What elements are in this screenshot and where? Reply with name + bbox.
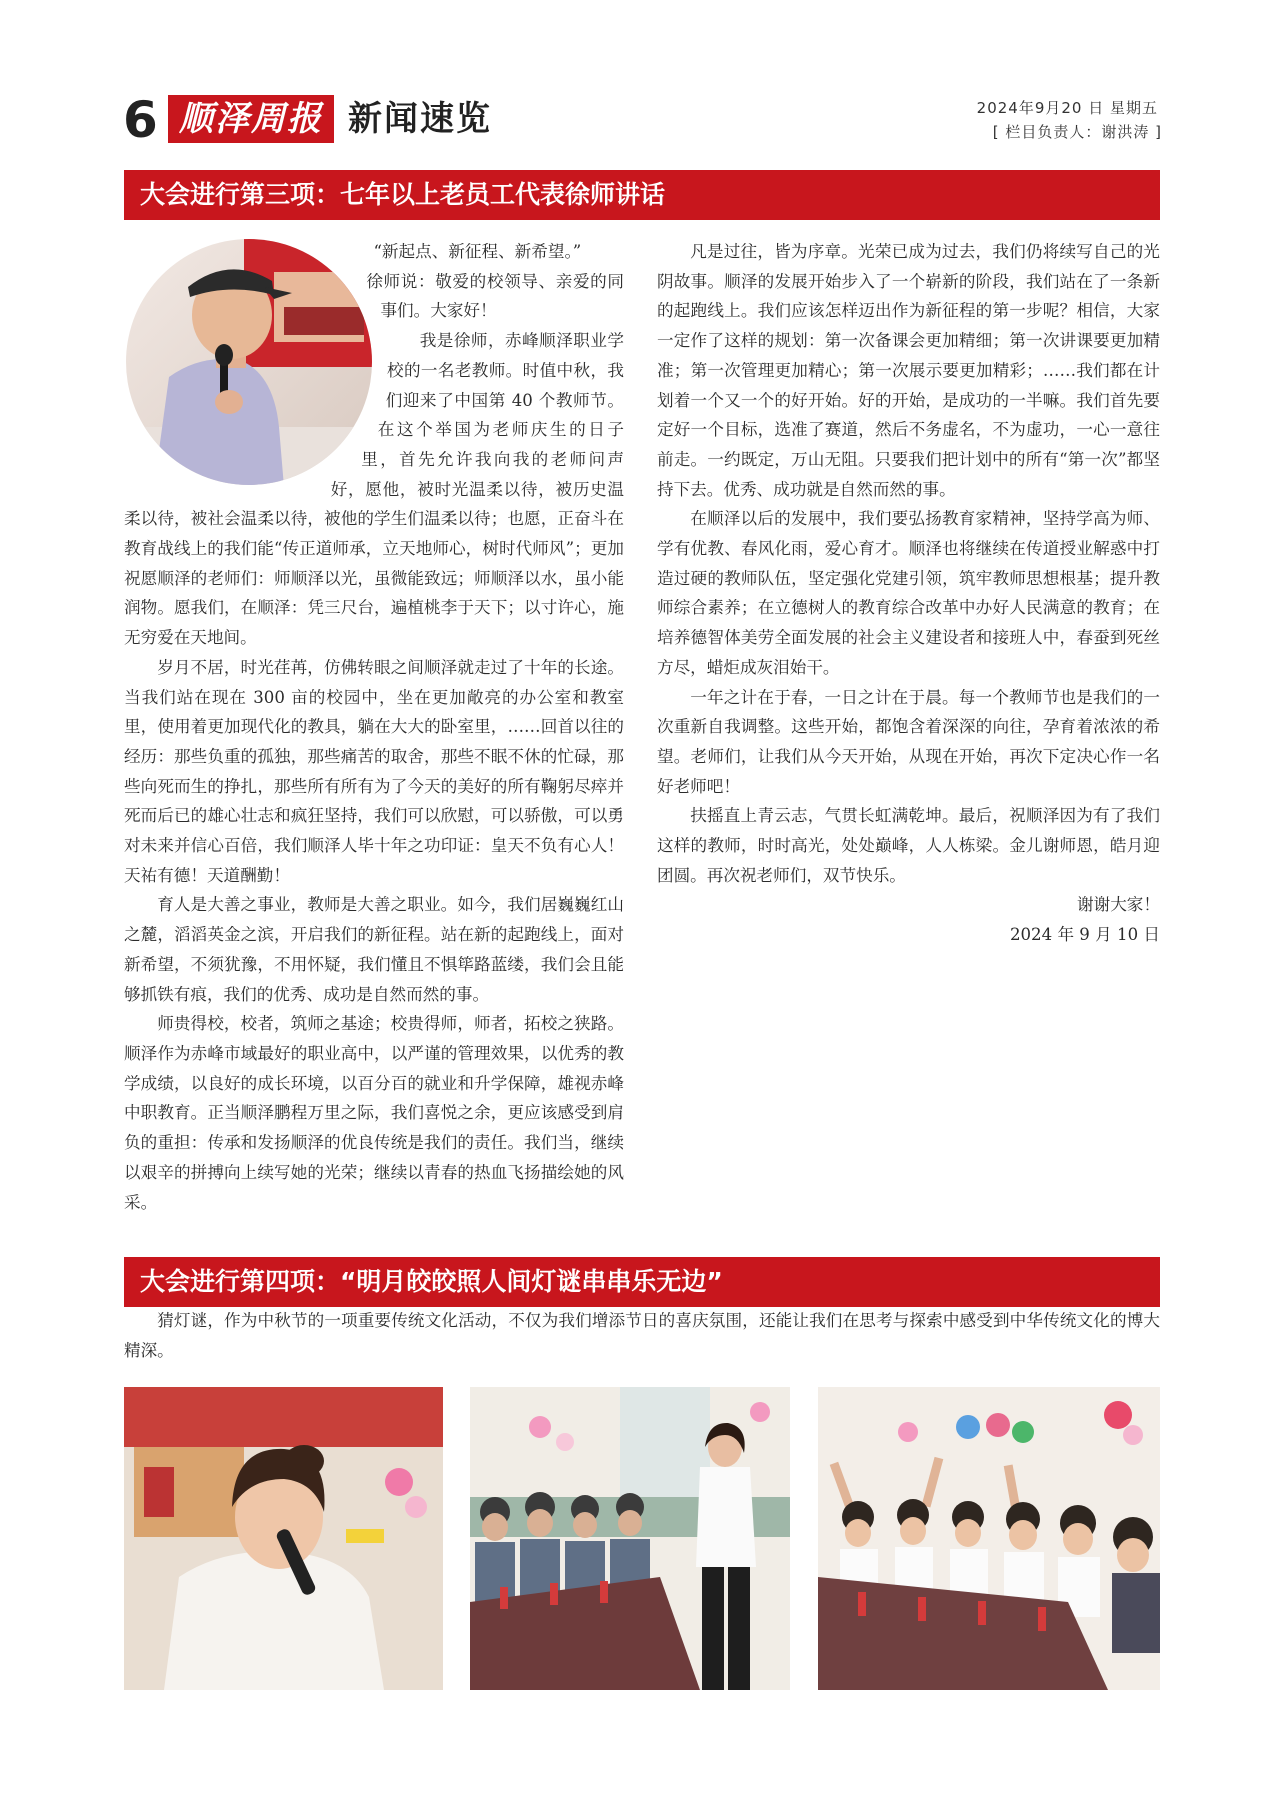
newspaper-name: 顺泽周报 <box>179 99 323 139</box>
paragraph: 岁月不居，时光荏苒，仿佛转眼之间顺泽就走过了十年的长途。当我们站在现在 300 亩的校园中，坐在更加敞亮的办公室和教室里，使用着更加现代化的教具，躺在大大的卧室里，……回首以往的经历：那些负重的孤独，那些痛苦的取舍，那些不眠不休的忙碌，那些向死而生的挣扎，那些所有所有为了今天的美好的所有鞠躬尽瘁并死而后已的雄心壮志和疯狂坚持，我们可以欣慰，可以骄傲，可以勇对未来并信心百倍，我们顺泽人毕十年之功印证：皇天不负有心人！天祐有德！天道酬勤！ <box>124 657 624 885</box>
article-date: 2024 年 9 月 10 日 <box>1009 925 1160 945</box>
section4-intro: 猜灯谜，作为中秋节的一项重要传统文化活动，不仅为我们增添节日的喜庆氛围，还能让我们在思考与探索中感受到中华传统文化的博大精深。 <box>124 1311 1160 1360</box>
paragraph: 凡是过往，皆为序章。光荣已成为过去，我们仍将续写自己的光阴故事。顺泽的发展开始步入了一个崭新的阶段，我们站在了一条新的起跑线上。我们应该怎样迈出作为新征程的第一步呢？相信，大家一定作了这样的规划：第一次备课会更加精细；第一次讲课要更加精准；第一次管理更加精心；第一次展示要更加精彩；……我们都在计划着一个又一个的好开始。好的开始，是成功的一半嘛。我们首先要定好一个目标，选准了赛道，然后不务虚名，不为虚功，一心一意往前走。一约既定，万山无阻。只要我们把计划中的所有“第一次”都坚持下去。优秀、成功就是自然而然的事。 <box>657 242 1160 499</box>
paragraph: 我是徐师，赤峰顺泽职业学校的一名老教师。时值中秋，我们迎来了中国第 40 个教师节。在这个举国为老师庆生的日子里，首先允许我向我的老师问声好，愿他，被时光温柔以待，被历史温柔以待，被社会温柔以待，被他的学生们温柔以待；也愿，正奋斗在教育战线上的我们能“传正道师承，立天地师心，树时代师风”；更加祝愿顺泽的老师们：师顺泽以光，虽微能致远；师顺泽以水，虽小能润物。愿我们，在顺泽：凭三尺台，遍植桃李于天下；以寸许心，施无穷爱在天地间。 <box>124 331 624 648</box>
section4-heading: 大会进行第四项：“明月皎皎照人间灯谜串串乐无边” <box>140 1267 723 1296</box>
section4-heading-bar <box>124 1257 1160 1307</box>
article-column-left <box>124 237 624 1217</box>
issue-date: 2024年9月20 日 星期五 <box>976 99 1158 117</box>
page-number: 6 <box>123 91 158 149</box>
paragraph: 一年之计在于春，一日之计在于晨。每一个教师节也是我们的一次重新自我调整。这些开始，都饱含着深深的向往，孕育着浓浓的希望。老师们，让我们从今天开始，从现在开始，再次下定决心作一名好老师吧！ <box>657 687 1160 796</box>
photo-host <box>124 1387 443 1690</box>
column-editor: [ 栏目负责人：谢洪涛 ] <box>992 123 1162 141</box>
closing-thanks: 谢谢大家！ <box>1077 895 1160 915</box>
paragraph: “新起点、新征程、新希望。” <box>373 242 582 261</box>
photo-raised-hands <box>818 1387 1160 1690</box>
section3-heading: 大会进行第三项：七年以上老员工代表徐师讲话 <box>140 180 666 209</box>
paragraph: 徐师说：敬爱的校领导、亲爱的同事们。大家好！ <box>366 271 624 321</box>
paragraph: 师贵得校，校者，筑师之基途；校贵得师，师者，拓校之狭路。顺泽作为赤峰市域最好的职业高中，以严谨的管理效果，以优秀的教学成绩，以良好的成长环境，以百分百的就业和升学保障，雄视赤峰中职教育。正当顺泽鹏程万里之际，我们喜悦之余，更应该感受到肩负的重担：传承和发扬顺泽的优良传统是我们的责任。我们当，继续以艰辛的拼搏向上续写她的光荣；继续以青春的热血飞扬描绘她的风采。 <box>124 1014 624 1212</box>
section-name: 新闻速览 <box>348 99 492 139</box>
photo-audience <box>470 1387 790 1690</box>
article-column-right <box>657 237 1160 950</box>
newspaper-logo <box>168 95 334 143</box>
paragraph: 育人是大善之事业，教师是大善之职业。如今，我们居巍巍红山之麓，滔滔英金之滨，开启我们的新征程。站在新的起跑线上，面对新希望，不须犹豫，不用怀疑，我们懂且不惧筚路蓝缕，我们会且能够抓铁有痕，我们的优秀、成功是自然而然的事。 <box>124 895 624 1004</box>
paragraph: 扶摇直上青云志，气贯长虹满乾坤。最后，祝顺泽因为有了我们这样的教师，时时高光，处处巅峰，人人栋梁。金儿谢师恩，皓月迎团圆。再次祝老师们，双节快乐。 <box>657 806 1160 885</box>
speaker-photo <box>124 237 374 487</box>
paragraph: 在顺泽以后的发展中，我们要弘扬教育家精神，坚持学高为师、学有优教、春风化雨，爱心育才。顺泽也将继续在传道授业解惑中打造过硬的教师队伍，坚定强化党建引领，筑牢教师思想根基；提升教师综合素养；在立德树人的教育综合改革中办好人民满意的教育；在培养德智体美劳全面发展的社会主义建设者和接班人中，春蚕到死丝方尽，蜡炬成灰泪始干。 <box>657 509 1160 677</box>
speaker-portrait <box>124 237 374 497</box>
section3-heading-bar <box>124 170 1160 220</box>
